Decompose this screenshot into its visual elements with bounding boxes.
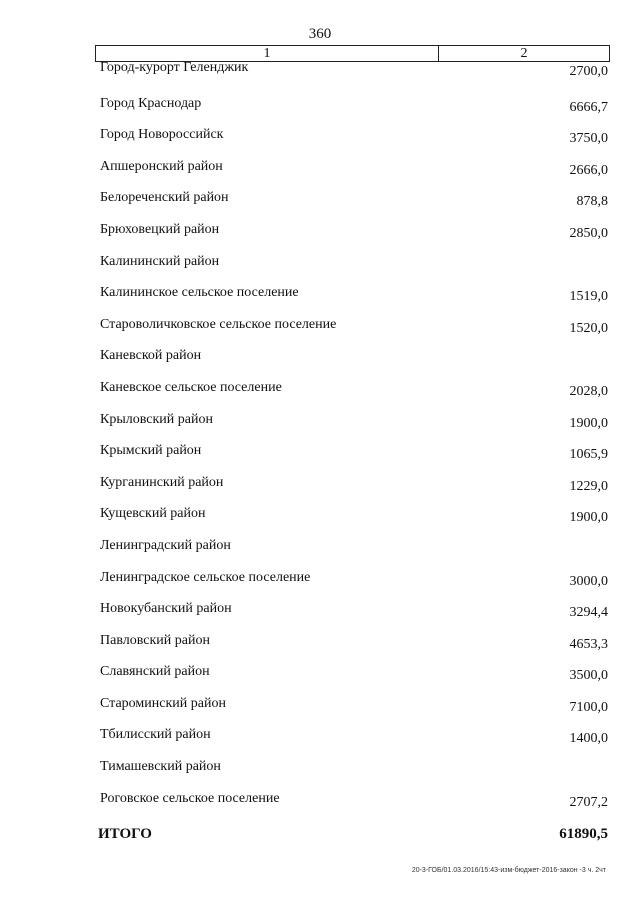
- row-value: 3000,0: [569, 573, 608, 589]
- total-value: 61890,5: [559, 826, 608, 842]
- row-name: Каневское сельское поселение: [100, 379, 282, 395]
- row-value: 1519,0: [569, 289, 608, 305]
- header-col-1: 1: [96, 46, 439, 61]
- table-row: [0, 787, 640, 819]
- table-row: [0, 250, 640, 282]
- row-value: 2700,0: [569, 64, 608, 79]
- row-value: 3294,4: [569, 605, 608, 621]
- row-name: Тимашевский район: [100, 759, 221, 775]
- table-row: [0, 723, 640, 755]
- row-value: 3500,0: [569, 668, 608, 684]
- row-name: Апшеронский район: [100, 158, 223, 174]
- row-value: 7100,0: [569, 699, 608, 715]
- row-value: 1900,0: [569, 510, 608, 526]
- table-row: [0, 313, 640, 345]
- row-value: 2707,2: [569, 794, 608, 810]
- table-row: [0, 755, 640, 787]
- row-name: Белореченский район: [100, 190, 229, 206]
- table-row: [0, 597, 640, 629]
- table-body: [0, 60, 640, 818]
- row-value: 1229,0: [569, 478, 608, 494]
- row-name: Староминский район: [100, 695, 226, 711]
- table-row: [0, 155, 640, 187]
- row-name: Новокубанский район: [100, 601, 232, 617]
- table-row: [0, 376, 640, 408]
- row-value: 3750,0: [569, 131, 608, 147]
- row-name: Староволичковское сельское поселение: [100, 316, 337, 332]
- table-row: [0, 502, 640, 534]
- table-row: [0, 218, 640, 250]
- table-row: [0, 60, 640, 92]
- row-value: 2028,0: [569, 383, 608, 399]
- row-name: Калининский район: [100, 253, 220, 269]
- row-name: Славянский район: [100, 664, 210, 680]
- table-row: [0, 123, 640, 155]
- table-row: [0, 660, 640, 692]
- row-name: Роговское сельское поселение: [100, 790, 280, 806]
- table-row: [0, 439, 640, 471]
- row-name: Ленинградское сельское поселение: [100, 569, 311, 585]
- table-row: [0, 471, 640, 503]
- row-name: Город Новороссийск: [100, 127, 224, 143]
- row-name: Город-курорт Геленджик: [100, 60, 249, 75]
- table-row: [0, 408, 640, 440]
- row-value: 2850,0: [569, 225, 608, 241]
- table-row: [0, 186, 640, 218]
- row-name: Ленинградский район: [100, 537, 231, 553]
- table-row: [0, 92, 640, 124]
- page-number: 360: [308, 26, 332, 42]
- table-row: [0, 534, 640, 566]
- total-row: [0, 826, 640, 846]
- table-row: [0, 692, 640, 724]
- header-col-2: 2: [520, 46, 528, 61]
- row-name: Крымский район: [100, 443, 202, 459]
- row-value: 4653,3: [569, 636, 608, 652]
- row-value: 1400,0: [569, 731, 608, 747]
- row-name: Брюховецкий район: [100, 221, 220, 237]
- row-name: Павловский район: [100, 632, 210, 648]
- row-name: Город Краснодар: [100, 95, 202, 111]
- row-name: Тбилисский район: [100, 727, 211, 743]
- table-row: [0, 566, 640, 598]
- row-name: Кущевский район: [100, 506, 206, 522]
- total-label: ИТОГО: [98, 826, 152, 842]
- row-name: Каневской район: [100, 348, 202, 364]
- row-value: 6666,7: [569, 99, 608, 115]
- table-row: [0, 281, 640, 313]
- footer-note: 20-3-ГОБ/01.03.2016/15:43-изм-бюджет-2016-закон -3 ч. 2чт: [411, 867, 606, 874]
- row-name: Калининское сельское поселение: [100, 285, 299, 301]
- table-row: [0, 344, 640, 376]
- table-row: [0, 629, 640, 661]
- row-name: Курганинский район: [100, 474, 224, 490]
- row-name: Крыловский район: [100, 411, 213, 427]
- row-value: 1065,9: [569, 447, 608, 463]
- row-value: 1520,0: [569, 320, 608, 336]
- row-value: 2666,0: [569, 162, 608, 178]
- row-value: 1900,0: [569, 415, 608, 431]
- row-value: 878,8: [576, 194, 608, 210]
